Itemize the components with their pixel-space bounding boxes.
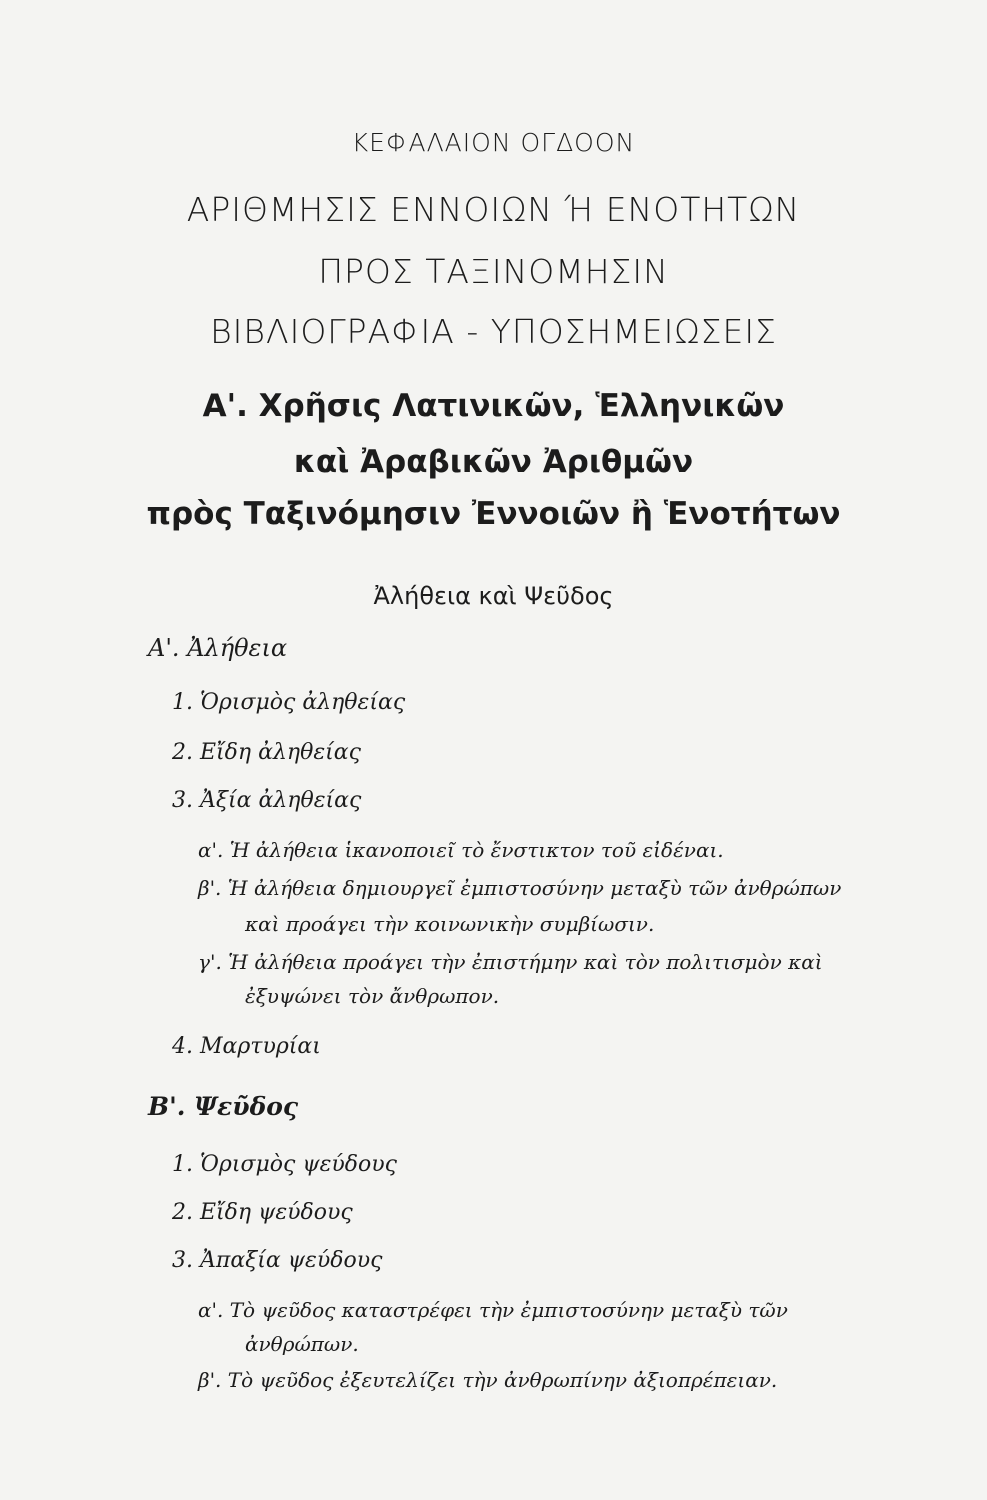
part-a-sub-a: α'. Ἡ ἀλήθεια ἱκανοποιεῖ τὸ ἔνστικτον τοῦ εἰδέναι.	[198, 838, 724, 862]
part-b-heading: Β'. Ψεῦδος	[148, 1092, 299, 1121]
section-title-line-3: πρὸς Ταξινόμησιν Ἐννοιῶν ἢ Ἑνοτήτων	[146, 496, 841, 532]
part-b-sub-a-cont: ἀνθρώπων.	[245, 1332, 359, 1356]
part-a-sub-b: β'. Ἡ ἀλήθεια δημιουργεῖ ἐμπιστοσύνην μεταξὺ τῶν ἀνθρώπων	[198, 876, 842, 900]
chapter-heading: ΚΕΦΑΛΑΙΟΝ ΟΓΔΟΟΝ	[351, 128, 636, 157]
part-a-sub-c-cont: ἐξυψώνει τὸν ἄνθρωπον.	[245, 984, 500, 1008]
part-b-sub-b: β'. Τὸ ψεῦδος ἐξευτελίζει τὴν ἀνθρωπίνην ἀξιοπρέπειαν.	[198, 1368, 778, 1392]
part-a-item-1: 1. Ὁρισμὸς ἀληθείας	[172, 690, 406, 715]
part-a-item-2: 2. Εἴδη ἀληθείας	[172, 740, 361, 765]
part-a-sub-b-cont: καὶ προάγει τὴν κοινωνικὴν συμβίωσιν.	[245, 912, 655, 936]
section-title-line-2: καὶ Ἀραβικῶν Ἀριθμῶν	[293, 444, 694, 480]
part-a-item-4: 4. Μαρτυρίαι	[172, 1034, 321, 1059]
part-b-sub-a: α'. Τὸ ψεῦδος καταστρέφει τὴν ἐμπιστοσύνην μεταξὺ τῶν	[198, 1298, 788, 1322]
title-line-2: ΠΡΟΣ ΤΑΞΙΝΟΜΗΣΙΝ	[318, 252, 669, 291]
part-a-heading: Α'. Ἀλήθεια	[148, 634, 288, 662]
part-b-item-2: 2. Εἴδη ψεύδους	[172, 1200, 353, 1225]
part-b-item-3: 3. Ἀπαξία ψεύδους	[172, 1248, 383, 1273]
title-line-1: ΑΡΙΘΜΗΣΙΣ ΕΝΝΟΙΩΝ Ή ΕΝΟΤΗΤΩΝ	[186, 190, 801, 229]
title-line-3: ΒΙΒΛΙΟΓΡΑΦΙΑ - ΥΠΟΣΗΜΕΙΩΣΕΙΣ	[210, 312, 777, 351]
part-a-sub-c: γ'. Ἡ ἀλήθεια προάγει τὴν ἐπιστήμην καὶ τὸν πολιτισμὸν καὶ	[198, 950, 823, 974]
part-b-item-1: 1. Ὁρισμὸς ψεύδους	[172, 1152, 397, 1177]
section-title-line-1: Α'. Χρῆσις Λατινικῶν, Ἑλληνικῶν	[202, 388, 785, 424]
part-a-item-3: 3. Ἀξία ἀληθείας	[172, 788, 362, 813]
topic-heading: Ἀλήθεια καὶ Ψεῦδος	[373, 582, 614, 610]
